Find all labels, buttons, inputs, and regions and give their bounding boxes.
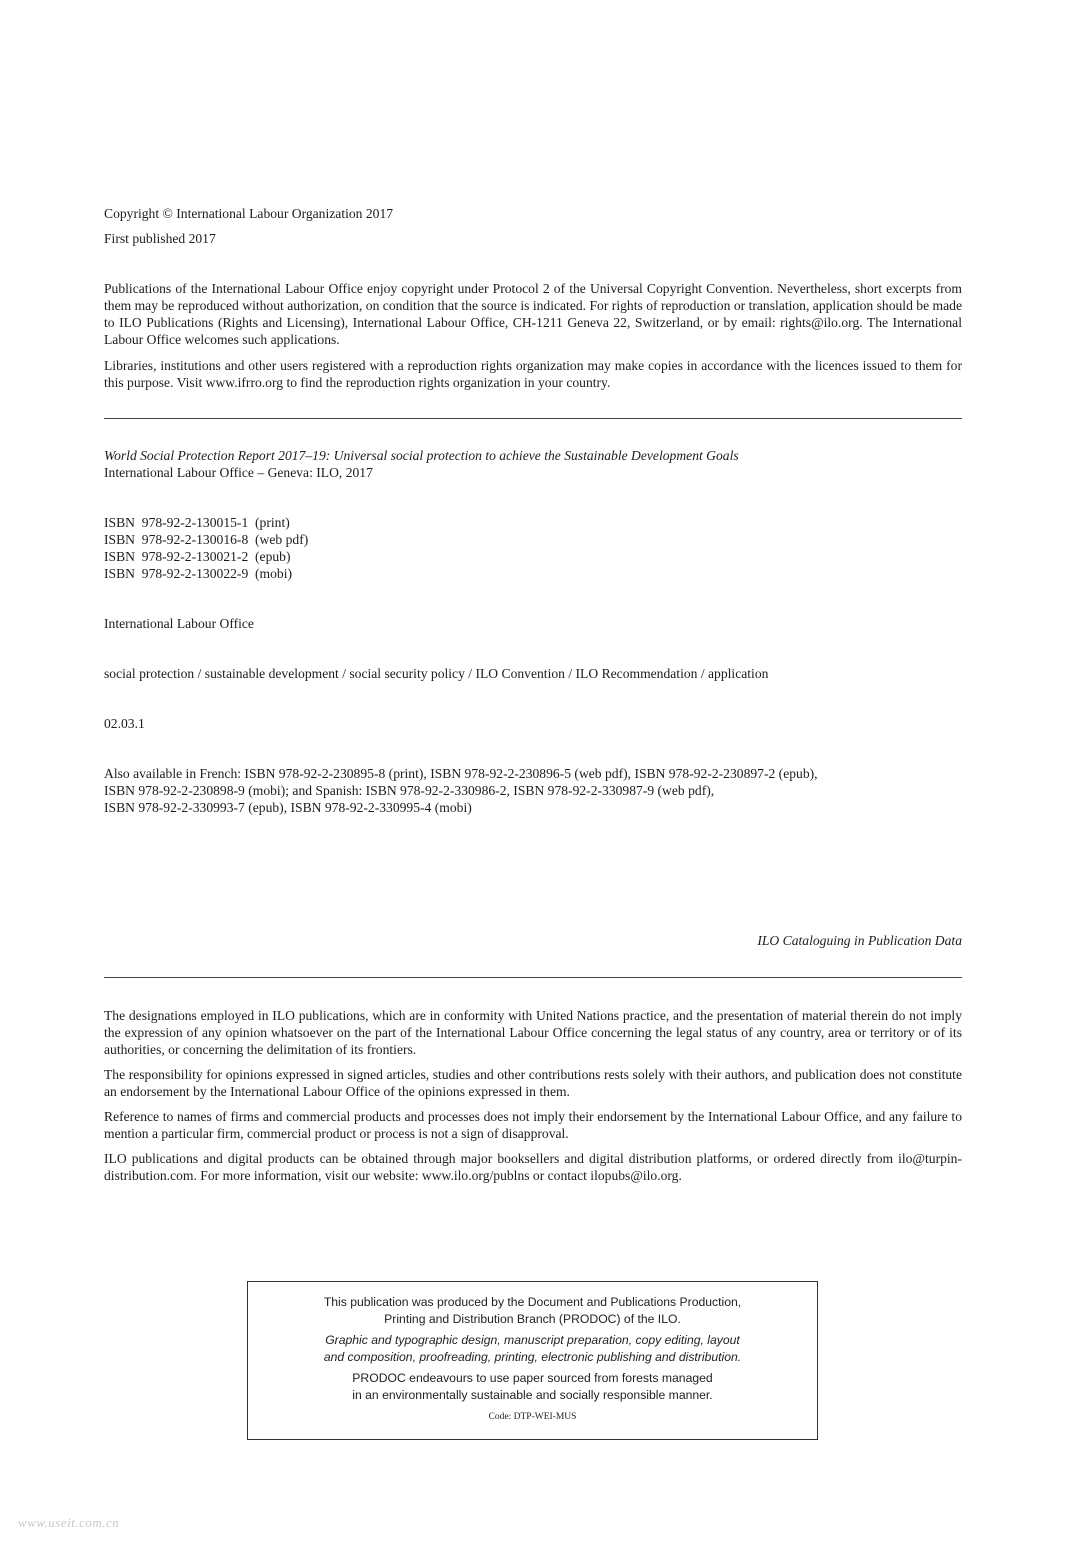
also-available (104, 765, 962, 816)
prodoc-services-line: and composition, proofreading, printing, electronic publishing and distribution. (323, 1350, 742, 1364)
divider-top (104, 418, 962, 419)
prodoc-services-line: Graphic and typographic design, manuscript preparation, copy editing, layout (325, 1333, 740, 1347)
designations-paragraph: The designations employed in ILO publications, which are in conformity with United Nations practice, and the presentation of material therein do not imply the expression of any opinion whatsoever on the part of the International Labour Office concerning the legal status of any country, area or territory or of its authorities, or concerning the delimitation of its frontiers. (104, 1008, 962, 1057)
isbn-epub: ISBN 978-92-2-130021-2 (epub) (104, 549, 291, 564)
cip-publisher: International Labour Office – Geneva: ILO, 2017 (104, 465, 373, 480)
prodoc-paper-line: in an environmentally sustainable and socially responsible manner. (352, 1388, 713, 1402)
prodoc-box (247, 1281, 818, 1440)
also-available-line: ISBN 978-92-2-330993-7 (epub), ISBN 978-92-2-330995-4 (mobi) (104, 800, 472, 815)
libraries-paragraph: Libraries, institutions and other users registered with a reproduction rights organization may make copies in accordance with the licences issued to them for this purpose. Visit www.ifrro.org to find the reproduction rights organization in your country. (104, 358, 962, 390)
cip-caption: ILO Cataloguing in Publication Data (757, 933, 962, 948)
rights-paragraph: Publications of the International Labour Office enjoy copyright under Protocol 2 of the Universal Copyright Convention. Nevertheless, short excerpts from them may be reproduced without authorization, on condition that the source is indicated. For rights of reproduction or translation, application should be made to ILO Publications (Rights and Licensing), International Labour Office, CH-1211 Geneva 22, Switzerland, or by email: rights@ilo.org. The International Labour Office welcomes such applications. (104, 281, 962, 347)
prodoc-code: Code: DTP-WEI-MUS (488, 1412, 577, 1422)
cip-keywords: social protection / sustainable development / social security policy / ILO Convention / ILO Recommendation / application (104, 666, 769, 681)
isbn-print: ISBN 978-92-2-130015-1 (print) (104, 515, 290, 530)
isbn-web-pdf: ISBN 978-92-2-130016-8 (web pdf) (104, 532, 309, 547)
also-available-line: Also available in French: ISBN 978-92-2-230895-8 (print), ISBN 978-92-2-230896-5 (web pdf), ISBN 978-92-2-230897-2 (epub), (104, 766, 818, 781)
watermark: www.useit.com.cn (18, 1515, 120, 1530)
prodoc-line: Printing and Distribution Branch (PRODOC) of the ILO. (384, 1312, 681, 1326)
prodoc-paper-line: PRODOC endeavours to use paper sourced from forests managed (352, 1371, 713, 1385)
cip-author: International Labour Office (104, 616, 254, 631)
responsibility-paragraph: The responsibility for opinions expressed in signed articles, studies and other contributions rests solely with their authors, and publication does not constitute an endorsement by the International Labour Office of the opinions expressed in them. (104, 1067, 962, 1099)
cip-classification: 02.03.1 (104, 716, 145, 731)
isbn-list (104, 514, 962, 582)
ordering-paragraph: ILO publications and digital products can be obtained through major booksellers and digital distribution platforms, or ordered directly from ilo@turpin-distribution.com. For more information, visit our website: www.ilo.org/publns or contact ilopubs@ilo.org. (104, 1151, 962, 1183)
first-published: First published 2017 (104, 231, 216, 246)
also-available-line: ISBN 978-92-2-230898-9 (mobi); and Spanish: ISBN 978-92-2-330986-2, ISBN 978-92-2-330987-9 (web pdf), (104, 783, 715, 798)
cip-title: World Social Protection Report 2017–19: Universal social protection to achieve the Sustainable Development Goals (104, 448, 739, 463)
isbn-mobi: ISBN 978-92-2-130022-9 (mobi) (104, 566, 293, 581)
divider-bottom (104, 977, 962, 978)
copyright-line: Copyright © International Labour Organization 2017 (104, 206, 394, 221)
reference-paragraph: Reference to names of firms and commercial products and processes does not imply their endorsement by the International Labour Office, and any failure to mention a particular firm, commercial product or process is not a sign of disapproval. (104, 1109, 962, 1141)
prodoc-line: This publication was produced by the Document and Publications Production, (323, 1295, 742, 1309)
